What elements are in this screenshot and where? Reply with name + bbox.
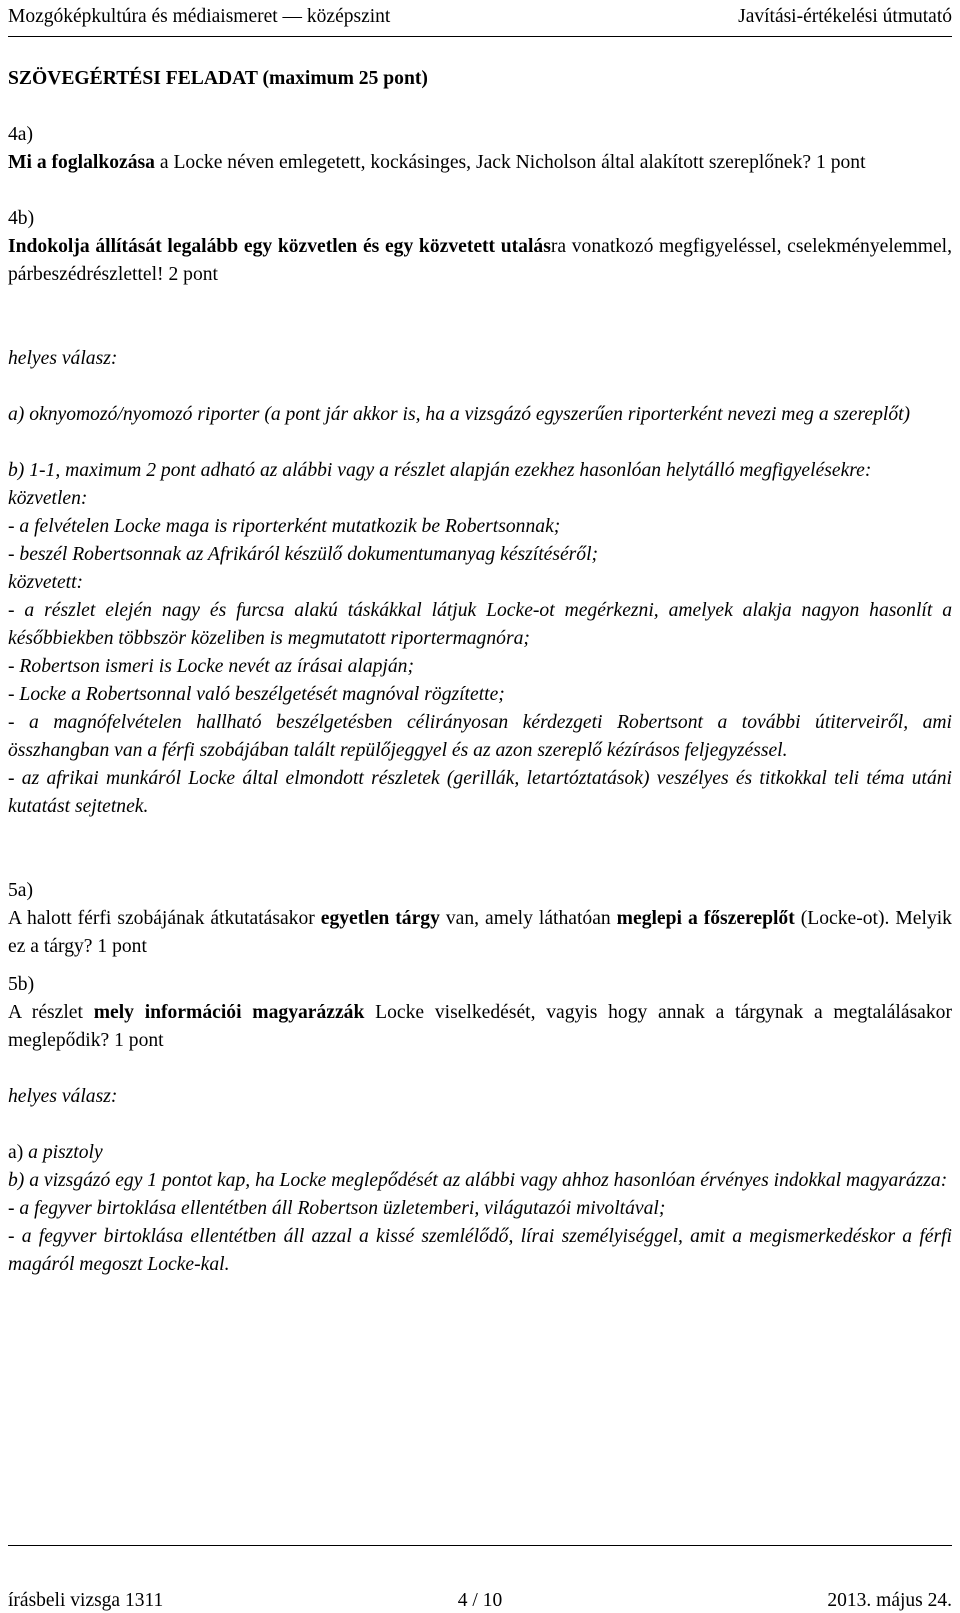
page-header [8,6,952,37]
answer-2a-value: a pisztoly [28,1142,103,1163]
question-5a-part2: van, amely láthatóan [439,908,617,929]
footer-page-number: 4 / 10 [457,1590,503,1611]
question-4a-bold: Mi a foglalkozása [8,152,155,173]
list-item: - a felvételen Locke maga is riporterként mutatkozik be Robertsonnak; [8,516,561,537]
question-4b-bold: Indokolja állítását legalább egy közvetlen és egy közvetett utalás [8,236,551,257]
question-4a-label: 4a) [8,124,34,145]
answer-1a: a) oknyomozó/nyomozó riporter (a pont jár akkor is, ha a vizsgázó egyszerűen riporterként nevezi meg a szereplőt) [8,404,911,425]
footer-exam-id: írásbeli vizsga 1311 [8,1590,164,1611]
answer-1-indirect-label: közvetett: [8,572,84,593]
question-5a-part3: (Locke-ot). Melyik ez a tárgy? 1 pont [8,908,952,957]
section-title: SZÖVEGÉRTÉSI FELADAT (maximum 25 pont) [8,68,428,89]
question-4a-text [8,149,952,177]
question-5a-part1: A halott férfi szobájának átkutatásakor [8,908,321,929]
answer-2a-prefix: a) [8,1142,29,1163]
question-5a-text [8,905,952,961]
list-item: - a részlet elején nagy és furcsa alakú táskákkal látjuk Locke-ot megérkezni, amelyek alakja nagyon hasonlít a későbbiekben többször közeliben is megmutatott riportermagnóra; [8,600,952,649]
question-5a-label: 5a) [8,880,34,901]
answer-2a [8,1139,952,1167]
list-item: - a fegyver birtoklása ellentétben áll azzal a kissé szemlélődő, lírai személyiséggel, amit a megismerkedéskor a férfi magáról megoszt Locke-kal. [8,1226,952,1275]
list-item: - Locke a Robertsonnal való beszélgetését magnóval rögzítette; [8,684,505,705]
footer-date: 2013. május 24. [827,1590,952,1611]
answer-1b-intro: b) 1-1, maximum 2 pont adható az alábbi vagy a részlet alapján ezekhez hasonlóan helytálló megfigyelésekre: [8,460,872,481]
question-4b-rest: ra vonatkozó megfigyeléssel, cselekményelemmel, párbeszédrészlettel! 2 pont [8,236,952,285]
question-5b-label: 5b) [8,974,35,995]
answer-2b: b) a vizsgázó egy 1 pontot kap, ha Locke meglepődését az alábbi vagy ahhoz hasonlóan érvényes indokkal magyarázza: [8,1170,948,1191]
header-doc-type: Javítási-értékelési útmutató [738,6,952,27]
question-5b-part1: A részlet [8,1002,94,1023]
list-item: - az afrikai munkáról Locke által elmondott részletek (gerillák, letartóztatások) veszélyes és titkokkal teli téma utáni kutatást sejtetnek. [8,768,952,817]
answer-1-label: helyes válasz: [8,348,118,369]
list-item: - a magnófelvételen hallható beszélgetésben célirányosan kérdezgeti Robertsont a további útiterveiről, ami összhangban van a férfi szobájában talált repülőjeggyel és az azon szereplő kézírásos feljegyzéssel. [8,712,952,761]
list-item: - beszél Robertsonnak az Afrikáról készülő dokumentumanyag készítéséről; [8,544,599,565]
question-5a-bold1: egyetlen tárgy [320,908,440,929]
question-5a-bold2: meglepi a főszereplőt [616,908,795,929]
answer-2-label: helyes válasz: [8,1086,118,1107]
question-4b-label: 4b) [8,208,35,229]
question-5b-text [8,999,952,1055]
page-content [8,65,952,1279]
page-footer [8,1545,952,1611]
question-5b-bold: mely információi magyarázzák [93,1002,365,1023]
question-4a-rest: a Locke néven emlegetett, kockásinges, Jack Nicholson által alakított szereplőnek? 1 pont [154,152,866,173]
list-item: - Robertson ismeri is Locke nevét az írásai alapján; [8,656,414,677]
question-5b-part2: Locke viselkedését, vagyis hogy annak a tárgynak a megtalálásakor meglepődik? 1 pont [8,1002,952,1051]
answer-1-direct-label: közvetlen: [8,488,88,509]
question-4b-text [8,233,952,289]
header-subject: Mozgóképkultúra és médiaismeret — középszint [8,6,391,27]
list-item: - a fegyver birtoklása ellentétben áll Robertson üzletemberi, világutazói mivoltával; [8,1198,666,1219]
